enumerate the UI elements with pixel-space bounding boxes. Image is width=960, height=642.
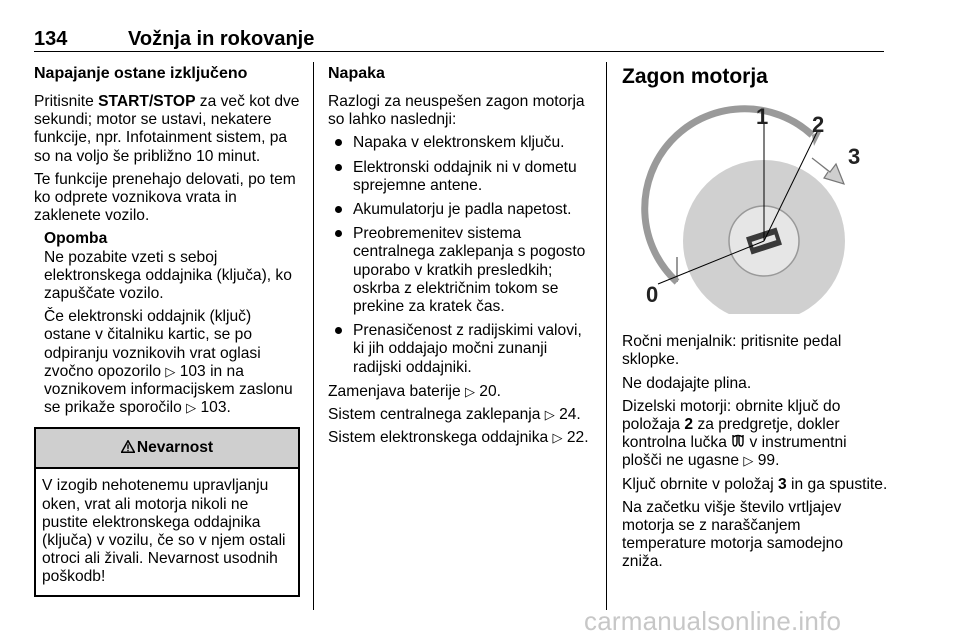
column-fault bbox=[328, 64, 596, 452]
column-engine-start bbox=[622, 64, 888, 577]
warning-box bbox=[34, 427, 300, 596]
page-ref-icon: ▷ bbox=[165, 363, 176, 379]
page-header bbox=[34, 28, 884, 52]
paragraph: Na začetku višje število vrtljajev motorja se z naraščanjem temperature motorja samodejno zniža. bbox=[622, 498, 844, 571]
paragraph: Razlogi za neuspešen zagon motorja so lahko naslednji: bbox=[328, 93, 585, 129]
section-heading: Napaka bbox=[328, 65, 385, 82]
cross-reference: Sistem elektronskega oddajnika ▷ 22. bbox=[328, 429, 589, 447]
bullet-icon bbox=[335, 327, 342, 334]
position-label-2: 2 bbox=[812, 112, 825, 137]
cross-reference: Zamenjava baterije ▷ 20. bbox=[328, 382, 501, 400]
glow-plug-icon bbox=[731, 434, 745, 448]
note-paragraph: Če elektronski oddajnik (ključ) ostane v čitalniku kartic, se po odpiranju voznikovih vrat oglasi zvočno opozorilo ▷ 103 in na voznikovem informacijskem zaslonu se prikaže sporočilo ▷ 103. bbox=[44, 308, 293, 417]
page-ref-icon: ▷ bbox=[186, 400, 197, 416]
note-paragraph: Ne pozabite vzeti s seboj elektronskega oddajnika (ključa), ko zapuščate vozilo. bbox=[44, 248, 292, 303]
position-label-1: 1 bbox=[756, 104, 769, 129]
page-ref-icon: ▷ bbox=[552, 430, 563, 446]
position-label-3: 3 bbox=[848, 144, 861, 169]
note-block bbox=[44, 230, 300, 417]
cross-reference: Sistem centralnega zaklepanja ▷ 24. bbox=[328, 406, 581, 424]
warning-icon bbox=[121, 440, 135, 453]
page-ref-icon: ▷ bbox=[743, 453, 754, 469]
list-item: Elektronski oddajnik ni v dometu sprejemne antene. bbox=[328, 159, 596, 195]
page-ref-icon: ▷ bbox=[464, 383, 475, 399]
section-heading: Napajanje ostane izključeno bbox=[34, 65, 248, 82]
bullet-icon bbox=[335, 139, 342, 146]
warning-header bbox=[36, 429, 298, 469]
list-item: Preobremenitev sistema centralnega zaklepanja s pogosto uporabo v kratkih presledkih; oskrba z električnim tokom se prekine za kratek čas. bbox=[328, 225, 596, 316]
paragraph: Pritisnite START/STOP za več kot dve sekundi; motor se ustavi, nekatere funkcije, npr. Infotainment sistem, pa so na voljo še približno 10 minut. bbox=[34, 93, 300, 165]
header-rule bbox=[34, 51, 884, 52]
button-name: START/STOP bbox=[98, 93, 196, 110]
column-divider bbox=[606, 62, 607, 610]
paragraph: Ročni menjalnik: pritisnite pedal sklopke. bbox=[622, 333, 842, 369]
paragraph: Dizelski motorji: obrnite ključ do položaja 2 za predgretje, dokler kontrolna lučka v instrumentni plošči ne ugasne ▷ 99. bbox=[622, 397, 847, 470]
section-heading: Zagon motorja bbox=[622, 65, 768, 88]
warning-text: V izogib nehotenemu upravljanju oken, vrat ali motorja nikoli ne pustite elektronskega oddajnika (ključa) v vozilu, če so v njem ostali otroci ali živali. Nevarnost usodnih poškodb! bbox=[42, 477, 286, 586]
paragraph: Ne dodajajte plina. bbox=[622, 374, 752, 392]
page-title: Vožnja in rokovanje bbox=[128, 28, 315, 50]
bullet-icon bbox=[335, 206, 342, 213]
paragraph: Ključ obrnite v položaj 3 in ga spustite. bbox=[622, 475, 888, 493]
column-divider bbox=[313, 62, 314, 610]
watermark: carmanualsonline.info bbox=[584, 606, 842, 636]
note-title: Opomba bbox=[44, 230, 108, 248]
paragraph: Te funkcije prenehajo delovati, po tem ko odprete voznikova vrata in zaklenete vozilo. bbox=[34, 170, 296, 225]
list-item: Prenasičenost z radijskimi valovi, ki jih oddajajo močni zunanji radijski oddajniki. bbox=[328, 322, 596, 377]
fault-list bbox=[328, 134, 596, 376]
page-ref-icon: ▷ bbox=[544, 407, 555, 423]
warning-title: Nevarnost bbox=[136, 439, 214, 457]
column-power-off bbox=[34, 64, 300, 597]
page-number: 134 bbox=[34, 28, 68, 50]
list-item: Akumulatorju je padla napetost. bbox=[328, 201, 596, 219]
position-label-0: 0 bbox=[646, 282, 659, 307]
list-item: Napaka v elektronskem ključu. bbox=[328, 134, 596, 152]
bullet-icon bbox=[335, 164, 342, 171]
bullet-icon bbox=[335, 230, 342, 237]
ignition-key-illustration bbox=[622, 102, 888, 314]
